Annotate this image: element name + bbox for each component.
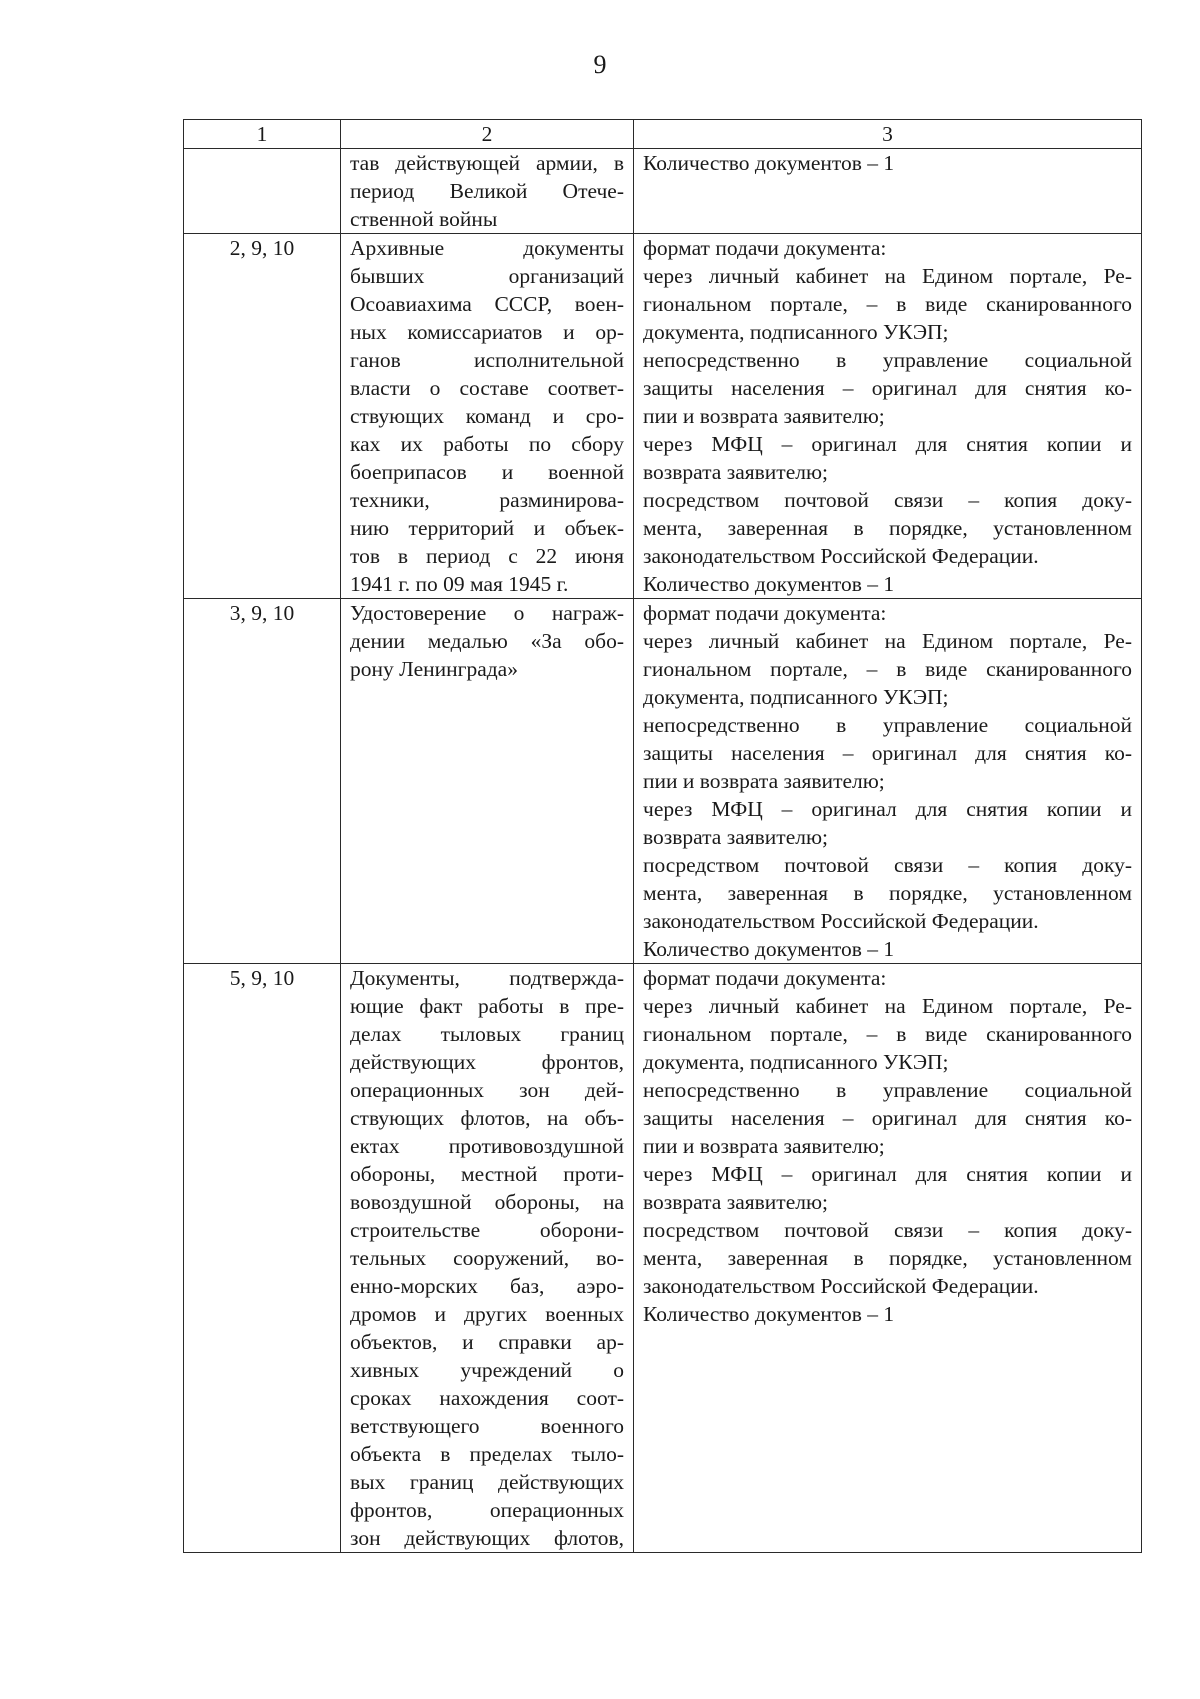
row-number-cell: 2, 9, 10 [184,234,341,599]
table-row [184,599,1142,964]
document-name-line: ственной войны [350,207,498,231]
document-name-cell [341,149,634,234]
document-name-line: фронтов, операционных [350,1498,624,1522]
document-name-line: ках их работы по сбору [350,432,624,456]
table-row [184,234,1142,599]
submission-format-line: Количество документов – 1 [643,151,895,175]
document-name-line: нию территорий и объек- [350,516,624,540]
document-name-line: операционных зон дей- [350,1078,624,1102]
table-header-row [184,120,1142,149]
submission-format-line: непосредственно в управление социальной [643,1078,1132,1102]
submission-format-cell [634,599,1142,964]
row-number-cell [184,149,341,234]
document-name-line: хивных учреждений о [350,1358,624,1382]
submission-format-line: защиты населения – оригинал для снятия ко- [643,1106,1132,1130]
document-name-line: ствующих команд и сро- [350,404,624,428]
submission-format-line: гиональном портале, – в виде сканированного [643,292,1132,316]
document-name-line: ных комиссариатов и ор- [350,320,624,344]
document-name-cell [341,599,634,964]
submission-format-line: законодательством Российской Федерации. [643,544,1039,568]
document-name-line: Осоавиахима СССР, воен- [350,292,624,316]
document-name-line: ветствующего военного [350,1414,624,1438]
submission-format-line: возврата заявителю; [643,460,828,484]
document-name-line: Удостоверение о награж- [350,601,624,625]
submission-format-line: документа, подписанного УКЭП; [643,1050,949,1074]
table-body [184,149,1142,1553]
submission-format-cell [634,964,1142,1553]
document-name-line: строительстве оборони- [350,1218,624,1242]
document-name-line: Архивные документы [350,236,624,260]
document-name-line: ектах противовоздушной [350,1134,624,1158]
document-name-line: 1941 г. по 09 мая 1945 г. [350,572,569,596]
document-name-line: техники, разминирова- [350,488,624,512]
document-name-line: действующих фронтов, [350,1050,624,1074]
document-name-cell [341,964,634,1553]
document-name-line: вых границ действующих [350,1470,624,1494]
table-row [184,149,1142,234]
submission-format-line: через МФЦ – оригинал для снятия копии и [643,432,1132,456]
document-name-line: зон действующих флотов, [350,1526,624,1550]
submission-format-line: возврата заявителю; [643,1190,828,1214]
document-name-line: вовоздушной обороны, на [350,1190,624,1214]
document-name-line: дромов и других военных [350,1302,624,1326]
submission-format-line: пии и возврата заявителю; [643,1134,885,1158]
submission-format-line: через личный кабинет на Едином портале, Ре- [643,264,1132,288]
document-name-line: сроках нахождения соот- [350,1386,624,1410]
row-number-cell: 3, 9, 10 [184,599,341,964]
document-name-line: Документы, подтвержда- [350,966,624,990]
submission-format-line: Количество документов – 1 [643,1302,895,1326]
submission-format-line: формат подачи документа: [643,601,887,625]
submission-format-line: защиты населения – оригинал для снятия ко- [643,741,1132,765]
document-name-line: енно-морских баз, аэро- [350,1274,624,1298]
submission-format-line: посредством почтовой связи – копия доку- [643,488,1132,512]
document-name-line: ганов исполнительной [350,348,624,372]
submission-format-line: посредством почтовой связи – копия доку- [643,853,1132,877]
document-name-line: период Великой Отече- [350,179,624,203]
table-row [184,964,1142,1553]
submission-format-cell [634,149,1142,234]
submission-format-line: мента, заверенная в порядке, установленном [643,881,1132,905]
submission-format-line: пии и возврата заявителю; [643,769,885,793]
submission-format-line: посредством почтовой связи – копия доку- [643,1218,1132,1242]
submission-format-cell [634,234,1142,599]
submission-format-line: пии и возврата заявителю; [643,404,885,428]
column-header-2: 2 [341,120,634,149]
submission-format-line: возврата заявителю; [643,825,828,849]
document-name-line: рону Ленинграда» [350,657,518,681]
submission-format-line: через личный кабинет на Едином портале, Ре- [643,629,1132,653]
submission-format-line: через МФЦ – оригинал для снятия копии и [643,1162,1132,1186]
column-header-1: 1 [184,120,341,149]
document-name-cell [341,234,634,599]
row-number-cell: 5, 9, 10 [184,964,341,1553]
submission-format-line: мента, заверенная в порядке, установленном [643,516,1132,540]
documents-table [183,119,1142,1553]
submission-format-line: формат подачи документа: [643,966,887,990]
column-header-3: 3 [634,120,1142,149]
submission-format-line: мента, заверенная в порядке, установленном [643,1246,1132,1270]
submission-format-line: законодательством Российской Федерации. [643,1274,1039,1298]
submission-format-line: Количество документов – 1 [643,572,895,596]
submission-format-line: законодательством Российской Федерации. [643,909,1039,933]
document-name-line: объекта в пределах тыло- [350,1442,624,1466]
submission-format-line: документа, подписанного УКЭП; [643,320,949,344]
submission-format-line: формат подачи документа: [643,236,887,260]
document-name-line: боеприпасов и военной [350,460,624,484]
document-name-line: власти о составе соответ- [350,376,624,400]
submission-format-line: гиональном портале, – в виде сканированного [643,657,1132,681]
submission-format-line: гиональном портале, – в виде сканированного [643,1022,1132,1046]
submission-format-line: непосредственно в управление социальной [643,713,1132,737]
submission-format-line: через МФЦ – оригинал для снятия копии и [643,797,1132,821]
document-name-line: бывших организаций [350,264,624,288]
document-name-line: обороны, местной проти- [350,1162,624,1186]
document-name-line: дении медалью «За обо- [350,629,624,653]
document-name-line: ющие факт работы в пре- [350,994,624,1018]
document-name-line: тельных сооружений, во- [350,1246,624,1270]
document-name-line: делах тыловых границ [350,1022,624,1046]
document-name-line: тов в период с 22 июня [350,544,624,568]
submission-format-line: Количество документов – 1 [643,937,895,961]
page-number: 9 [593,50,607,79]
document-name-line: ствующих флотов, на объ- [350,1106,624,1130]
submission-format-line: защиты населения – оригинал для снятия ко- [643,376,1132,400]
submission-format-line: документа, подписанного УКЭП; [643,685,949,709]
submission-format-line: через личный кабинет на Едином портале, Ре- [643,994,1132,1018]
document-name-line: объектов, и справки ар- [350,1330,624,1354]
submission-format-line: непосредственно в управление социальной [643,348,1132,372]
document-name-line: тав действующей армии, в [350,151,624,175]
